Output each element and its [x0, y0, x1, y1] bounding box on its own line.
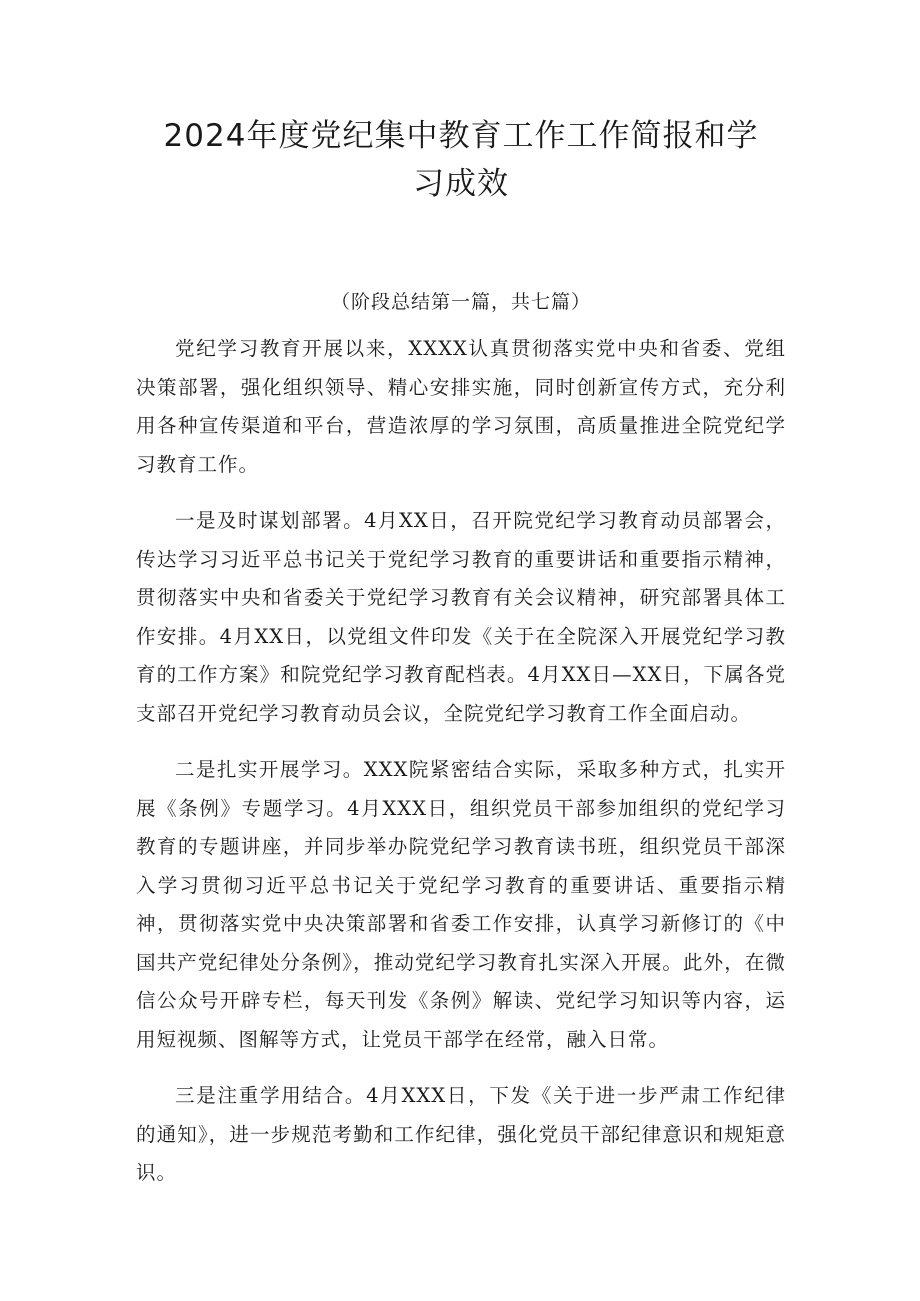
paragraph-intro: 党纪学习教育开展以来，XXXX认真贯彻落实党中央和省委、党组决策部署，强化组织领导、精心安排实施，同时创新宣传方式，充分利用各种宣传渠道和平台，营造浓厚的学习氛围，高质量推进全院党纪学习教育工作。	[136, 337, 786, 476]
document-title: 2024年度党纪集中教育工作工作简报和学习成效	[163, 118, 759, 202]
paragraph-study: 二是扎实开展学习。XXX院紧密结合实际，采取多种方式，扎实开展《条例》专题学习。4月XXX日，组织党员干部参加组织的党纪学习教育的专题讲座，并同步举办院党纪学习教育读书班，组织党员干部深入学习贯彻习近平总书记关于党纪学习教育的重要讲话、重要指示精神，贯彻落实党中央决策部署和省委工作安排，认真学习新修订的《中国共产党纪律处分条例》，推动党纪学习教育扎实深入开展。此外，在微信公众号开辟专栏，每天刊发《条例》解读、党纪学习知识等内容，运用短视频、图解等方式，让党员干部学在经常，融入日常。	[136, 758, 786, 1051]
paragraph-application: 三是注重学用结合。4月XXX日，下发《关于进一步严肃工作纪律的通知》，进一步规范考勤和工作纪律，强化党员干部纪律意识和规矩意识。	[136, 1084, 786, 1184]
paragraph-planning: 一是及时谋划部署。4月XX日，召开院党纪学习教育动员部署会，传达学习习近平总书记关于党纪学习教育的重要讲话和重要指示精神，贯彻落实中央和省委关于党纪学习教育有关会议精神，研究部署具体工作安排。4月XX日，以党组文件印发《关于在全院深入开展党纪学习教育的工作方案》和院党纪学习教育配档表。4月XX日—XX日，下属各党支部召开党纪学习教育动员会议，全院党纪学习教育工作全面启动。	[136, 509, 786, 725]
document-subtitle: （阶段总结第一篇，共七篇）	[330, 291, 591, 313]
